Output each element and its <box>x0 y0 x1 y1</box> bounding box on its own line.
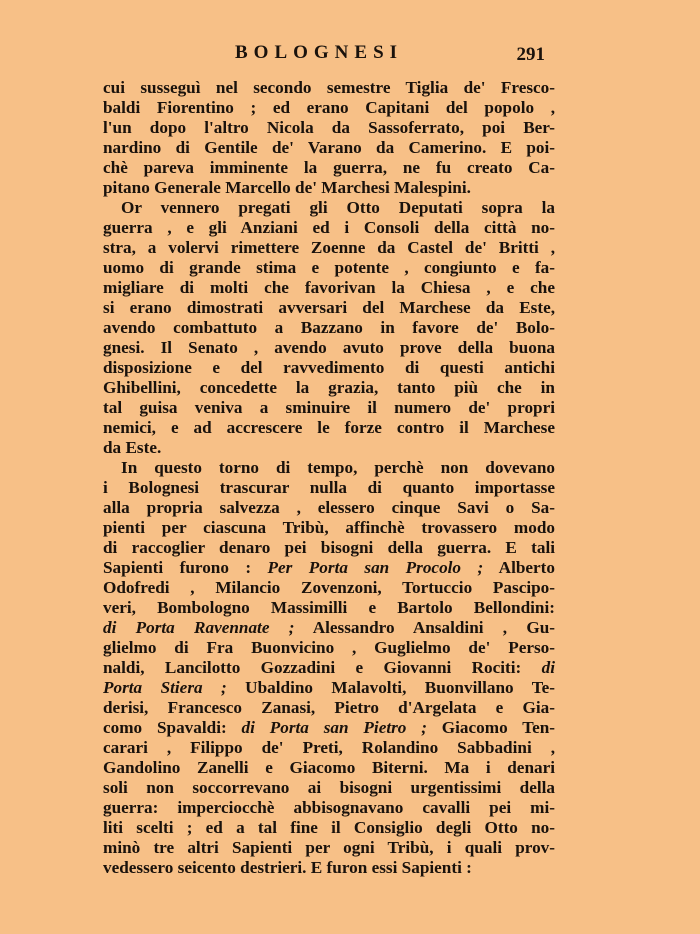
text-line: Or vennero pregati gli Otto Deputati sopra la <box>121 198 555 217</box>
text-line: chè pareva imminente la guerra, ne fu creato Ca- <box>103 158 555 177</box>
text-line: guerra: imperciocchè abbisognavano cavalli pei mi- <box>103 798 555 817</box>
text-segment: Alberto <box>483 558 555 577</box>
text-line: pienti per ciascuna Tribù, affinchè trovassero modo <box>103 518 555 537</box>
body-text <box>103 78 555 878</box>
text-line: nemici, e ad accrescere le forze contro il Marchese <box>103 418 555 437</box>
text-segment: Sapienti furono : <box>103 558 268 577</box>
text-line: nardino di Gentile de' Varano da Camerino. E poi- <box>103 138 555 157</box>
italic-text: di Porta Ravennate ; <box>103 618 295 637</box>
text-line: minò tre altri Sapienti per ogni Tribù, i quali prov- <box>103 838 555 857</box>
text-line: vedessero seicento destrieri. E furon essi Sapienti : <box>103 858 472 877</box>
text-line <box>103 558 555 578</box>
text-line: Odofredi , Milancio Zovenzoni, Tortuccio Pascipo- <box>103 578 555 597</box>
text-line: gnesi. Il Senato , avendo avuto prove della buona <box>103 338 555 357</box>
text-line <box>103 658 555 678</box>
text-segment: Ubaldino Malavolti, Buonvillano Te- <box>226 678 555 697</box>
text-line: In questo torno di tempo, perchè non dovevano <box>121 458 555 477</box>
text-line: da Este. <box>103 438 162 457</box>
running-head: BOLOGNESI <box>235 42 404 63</box>
text-line: tal guisa veniva a sminuire il numero de' propri <box>103 398 555 417</box>
text-line: alla propria salvezza , elessero cinque Savi o Sa- <box>103 498 555 517</box>
text-line: baldi Fiorentino ; ed erano Capitani del popolo , <box>103 98 555 117</box>
text-line: Gandolino Zanelli e Giacomo Biterni. Ma i denari <box>103 758 555 777</box>
text-line: glielmo di Fra Buonvicino , Guglielmo de' Perso- <box>103 638 555 657</box>
text-line: guerra , e gli Anziani ed i Consoli della città no- <box>103 218 555 237</box>
text-segment: como Spavaldi: <box>103 718 242 737</box>
text-line: liti scelti ; ed a tal fine il Consiglio degli Otto no- <box>103 818 555 837</box>
text-line: soli non soccorrevano ai bisogni urgentissimi della <box>103 778 555 797</box>
text-line: l'un dopo l'altro Nicola da Sassoferrato, poi Ber- <box>103 118 555 137</box>
text-line <box>103 718 555 738</box>
text-line: i Bolognesi trascurar nulla di quanto importasse <box>103 478 555 497</box>
page-header <box>103 42 553 72</box>
text-line: si erano dimostrati avversari del Marchese da Este, <box>103 298 555 317</box>
text-segment: Alessandro Ansaldini , Gu- <box>294 618 555 637</box>
text-segment: Giacomo Ten- <box>426 718 555 737</box>
text-line: uomo di grande stima e potente , congiunto e fa- <box>103 258 555 277</box>
text-line: stra, a volervi rimettere Zoenne da Castel de' Britti , <box>103 238 555 257</box>
italic-text: di <box>541 658 555 677</box>
text-line: carari , Filippo de' Preti, Rolandino Sabbadini , <box>103 738 555 757</box>
text-line: disposizione e del ravvedimento di questi antichi <box>103 358 555 377</box>
text-line <box>103 618 555 638</box>
text-line: avendo combattuto a Bazzano in favore de' Bolo- <box>103 318 555 337</box>
text-line: Ghibellini, concedette la grazia, tanto più che in <box>103 378 555 397</box>
text-line <box>103 678 555 698</box>
italic-text: Porta Stiera ; <box>103 678 227 697</box>
text-line: pitano Generale Marcello de' Marchesi Malespini. <box>103 178 471 197</box>
text-line: cui susseguì nel secondo semestre Tiglia de' Fresco- <box>103 78 555 97</box>
text-line: di raccoglier denaro pei bisogni della guerra. E tali <box>103 538 555 557</box>
italic-text: Per Porta san Procolo ; <box>267 558 484 577</box>
text-line: veri, Bombologno Massimilli e Bartolo Bellondini: <box>103 598 555 617</box>
text-segment: naldi, Lancilotto Gozzadini e Giovanni Rociti: <box>103 658 542 677</box>
italic-text: di Porta san Pietro ; <box>241 718 427 737</box>
page-number: 291 <box>516 44 545 65</box>
text-line: derisi, Francesco Zanasi, Pietro d'Argelata e Gia- <box>103 698 555 717</box>
text-line: migliare di molti che favorivan la Chiesa , e che <box>103 278 555 297</box>
